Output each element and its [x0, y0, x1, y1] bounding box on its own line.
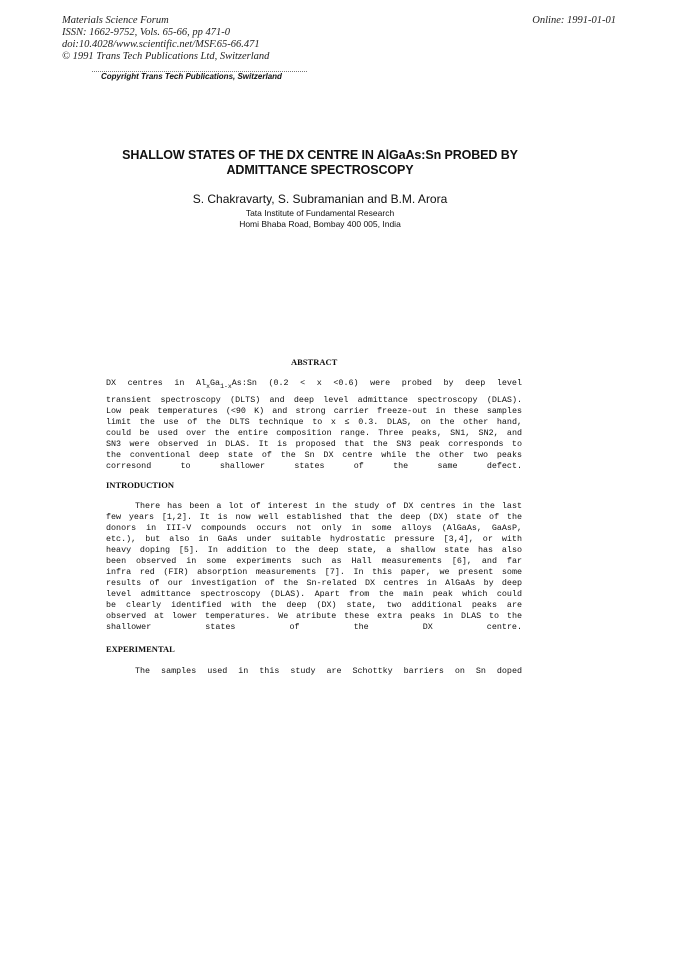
copyright-line: © 1991 Trans Tech Publications Ltd, Switzerland	[62, 51, 270, 62]
abstract-line: the conventional deep state of the Sn DX centre while the other two peaks	[106, 450, 522, 460]
title-line-1: SHALLOW STATES OF THE DX CENTRE IN AlGaAs:Sn PROBED BY	[122, 148, 518, 162]
paper-title	[100, 148, 540, 178]
abstract-heading: ABSTRACT	[291, 357, 338, 367]
abstract-line: transient spectroscopy (DLTS) and deep level admittance spectroscopy (DLAS).	[106, 395, 522, 405]
introduction-line: been observed in some experiments such as Hall measurements [6], and far	[106, 556, 522, 566]
introduction-line: level admittance spectroscopy (DLAS). Apart from the main peak which could	[106, 589, 522, 599]
abstract-body	[106, 378, 522, 472]
doi-link[interactable]: doi:10.4028/www.scientific.net/MSF.65-66.471	[62, 39, 260, 50]
abstract-line: corresond to shallower states of the same defect.	[106, 461, 522, 471]
introduction-line: heavy doping [5]. In addition to the deep state, a shallow state has also	[106, 545, 522, 555]
title-line-2: ADMITTANCE SPECTROSCOPY	[226, 163, 414, 177]
introduction-line: few years [1,2]. It is now well established that the deep (DX) state of the	[106, 512, 522, 522]
affiliation-line-1: Tata Institute of Fundamental Research	[245, 208, 395, 218]
publisher-copyright: Copyright Trans Tech Publications, Switzerland	[101, 72, 282, 81]
author-list: S. Chakravarty, S. Subramanian and B.M. Arora	[192, 192, 448, 206]
online-date: Online: 1991-01-01	[532, 15, 616, 26]
introduction-line: donors in III-V compounds occurs not only in some alloys (AlGaAs, GaAsP,	[106, 523, 522, 533]
abstract-line: Low peak temperatures (<90 K) and strong carrier freeze-out in these samples	[106, 406, 522, 416]
introduction-line: observed at lower temperatures. We atribute these extra peaks in DLAS to the	[106, 611, 522, 621]
abstract-line: limit the use of the DLTS technique to x ≤ 0.3. DLAS, on the other hand,	[106, 417, 522, 427]
issn-line: ISSN: 1662-9752, Vols. 65-66, pp 471-0	[62, 27, 230, 38]
experimental-line: The samples used in this study are Schottky barriers on Sn doped	[135, 666, 522, 676]
journal-name: Materials Science Forum	[62, 15, 169, 26]
abstract-line: SN3 were observed in DLAS. It is proposed that the SN3 peak corresponds to	[106, 439, 522, 449]
affiliation-line-2: Homi Bhaba Road, Bombay 400 005, India	[239, 219, 401, 229]
journal-header	[62, 15, 269, 63]
introduction-body	[106, 501, 522, 633]
abstract-line: could be used over the entire composition range. Three peaks, SN1, SN2, and	[106, 428, 522, 438]
experimental-heading: EXPERIMENTAL	[106, 644, 175, 654]
introduction-line: infra red (FIR) absorption measurements [7]. In this paper, we present some	[106, 567, 522, 577]
experimental-body	[106, 666, 522, 677]
abstract-line: DX centres in $Al_xGa_{1-x}As:Sn$ (0.2 < x <0.6) were probed by deep level	[106, 378, 522, 390]
introduction-line: results of our investigation of the Sn-related DX centres in AlGaAs by deep	[106, 578, 522, 588]
introduction-heading: INTRODUCTION	[106, 480, 175, 490]
introduction-line: be clearly identified with the deep (DX) state, two additional peaks are	[106, 600, 522, 610]
introduction-line: etc.), but also in GaAs under suitable hydrostatic pressure [3,4], or with	[106, 534, 522, 544]
introduction-line: There has been a lot of interest in the study of DX centres in the last	[135, 501, 522, 511]
introduction-line: shallower states of the DX centre.	[106, 622, 522, 632]
affiliation	[100, 208, 540, 230]
